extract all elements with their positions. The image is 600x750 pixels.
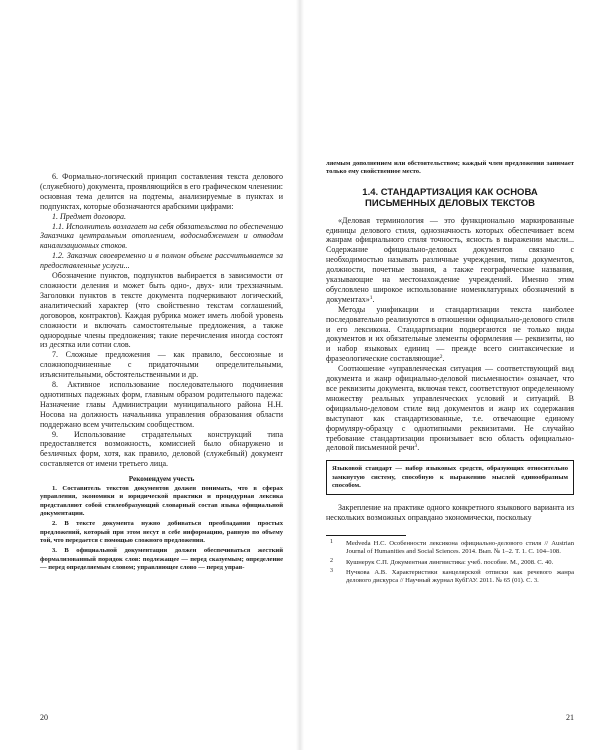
paragraph-unification: Методы унификации и стандартизации текста наиболее последовательно реализуются в отношении официально-делового стиля и его лексикона. Стандартизации подвергаются не только виды документов и их обязательные элементы оформления — реквизиты, но и набор языковых единиц — прежде всего синтаксические и фразеологические составляющие$^2$.	[326, 304, 574, 364]
paragraph-numbering: Обозначение пунктов, подпунктов выбирается в зависимости от сложности деления и может быть одно-, двух- или трехзначным. Заголовки пунктов в тексте документа подчеркивают логический, аналитический характер (что свойственно текстам соглашений, договоров, контрактов). Каждая рубрика может иметь любой уровень сложности и включать самостоятельные предложения, а также однородные члены предложения; такие перечисления иногда состоят из десятка или сотни слов.	[40, 271, 283, 350]
example-item-1: 1. Предмет договора.	[52, 211, 127, 221]
paragraph-principle-8: 8. Активное использование последовательного подчинения однотипных падежных форм, главным образом родительного падежа: Назначение главы Администрации муниципального района Н.Н. Носова на должность начальника управления образования области поддержано всем учительским сообществом.	[40, 380, 283, 429]
footnote-ref-3: 3	[414, 443, 418, 450]
footnote-2	[326, 559, 574, 567]
paragraph-principle-6: 6. Формально-логический принцип составления текста делового (служебного) документа, проявляющийся в его графическом членении: основная тема делится на подтемы, анализируемые в пунктах и подпунктах, которые обозначаются арабскими цифрами:	[40, 172, 283, 211]
unification-text: Методы унификации и стандартизации текста наиболее последовательно реализуются в отношении официально-делового стиля и его лексикона. Стандартизации подвергаются не только виды документов и их обязательные элементы оформления — реквизиты, но и набор языковых единиц — прежде всего синтаксические и фразеологические составляющие	[326, 304, 574, 364]
paragraph-after-box: Закрепление на практике одного конкретного языкового варианта из нескольких возможных оправдано экономически, поскольку	[326, 503, 574, 523]
left-page-column	[40, 172, 283, 572]
footnote-3	[326, 569, 574, 586]
right-page-column	[326, 160, 574, 588]
footnote-text: Medvedа Н.С. Особенности лексикона официально-делового стиля // Austrian Journal of Humanities and Social Sciences. 2014. Вып. № 1–2. Т. 1. С. 104–108.	[346, 540, 574, 556]
recommendation-item: 2. В тексте документа нужно добиваться преобладания простых предложений, который при этом несут в себе информацию, равную по объему той, что передается с помощью сложного предложения.	[40, 520, 283, 544]
footnote-mark: 2	[330, 557, 333, 564]
footnote-rule	[326, 535, 406, 536]
page-number-left: 20	[40, 713, 48, 722]
definition-box	[326, 460, 574, 495]
footnote-1	[326, 540, 574, 557]
quote-text: «Деловая терминология — это функционально маркированные единицы делового стиля, однозначность которых обеспечивает всем жанрам официального стиля точность, ясность в выражении мысли... Содержание официально-деловых документов связано с необходимостью называть различные учреждения, типы документов, должности, почетные звания, а также географические названия, указывающие на местонахождение учреждений. Именно этим обусловлено широкое использование номенклатурных обозначений в документах»	[326, 215, 574, 304]
footnote-text: Кушнерук С.П. Документная лингвистика: учеб. пособие. М., 2008. С. 40.	[346, 558, 554, 566]
recommendation-item: 1. Составитель текстов документов должен понимать, что в сферах управления, экономики и юридической практики и процедурная лексика представляют собой стилеобразующий словарный состав языка официальной документации.	[40, 485, 283, 518]
paragraph-principle-9: 9. Использование страдательных конструкций типа предоставляется возможность, комиссией было обнаружено и безличных форм, хотя, как правило, деловой (служебный) документ составляется от имени третьего лица.	[40, 429, 283, 469]
situation-text: Соотношение «управленческая ситуация — соответствующий вид документа и жанр официально-деловой письменности» означает, что все реквизиты документа, включая текст, соответствуют определенному множеству реальных управленческих условий и ситуаций. В официально-деловом стиле вид документов и жанр их содержания выступают как стандартизованные, т.е. отвечающие единому формуляру-образцу с однотипными реквизитами. Не случайно требование стандартизации пронизывает всю область официально-деловой письменной речи	[326, 364, 574, 453]
paragraph-principle-7: 7. Сложные предложения — как правило, бессоюзные и сложноподчиненные с придаточными определительными, изъяснительными, обстоятельственными и др.	[40, 350, 283, 380]
example-item-1-2: 1.2. Заказчик своевременно и в полном объеме рассчитывается за предоставленные услуги...	[40, 251, 283, 271]
section-heading: 1.4. СТАНДАРТИЗАЦИЯ КАК ОСНОВА ПИСЬМЕННЫХ ДЕЛОВЫХ ТЕКСТОВ	[362, 186, 538, 209]
footnote-text: Нучкова А.В. Характеристики канцелярской отписки как речевого жанра делового дискурса // Научный журнал КубГАУ. 2011. № 65 (01). С. 3.	[346, 568, 574, 585]
footnote-mark: 3	[330, 567, 333, 574]
page-number-right: 21	[566, 713, 574, 722]
definition-text: Языковой стандарт — набор языковых средств, образующих относительно замкнутую систему, способную к выражению мыслей единообразным способом.	[332, 465, 568, 489]
paragraph-terminology-quote: «Деловая терминология — это функционально маркированные единицы делового стиля, однозначность которых обеспечивает всем жанрам официального стиля точность, ясность в выражении мысли... Содержание официально-деловых документов связано с необходимостью называть различные учреждения, типы документов, должности, почетные звания, а также географические названия, указывающие на местонахождение учреждений. Именно этим обусловлено широкое использование номенклатурных обозначений в документах»$^1$.	[326, 215, 574, 304]
recommendation-continuation: ляемым дополнением или обстоятельством; каждый член предложения занимает только ему свойственное место.	[326, 160, 574, 176]
recommendation-item: 3. В официальной документации должен обеспечиваться жесткий формализованный порядок слов: подлежащее — перед сказуемым; определение — перед определяемым словом; управляющее слово — перед управ-	[40, 547, 283, 571]
footnote-mark: 1	[330, 539, 333, 546]
footnote-ref-1: 1	[369, 294, 373, 301]
paragraph-situation: Соотношение «управленческая ситуация — соответствующий вид документа и жанр официально-деловой письменности» означает, что все реквизиты документа, включая текст, соответствуют определенному множеству реальных управленческих условий и ситуаций. В официально-деловом стиле вид документов и жанр их содержания выступают как стандартизованные, т.е. отвечающие единому формуляру-образцу с однотипными реквизитами. Не случайно требование стандартизации пронизывает всю область официально-деловой письменной речи$^3$.	[326, 364, 574, 453]
footnote-ref-2: 2	[439, 354, 443, 361]
recommendations-title: Рекомендуем учесть	[128, 475, 195, 484]
example-item-1-1: 1.1. Исполнитель возлагает на себя обязательства по обеспечению Заказчика центральным отоплением, водоснабжением и отводом канализационных стоков.	[40, 221, 283, 251]
right-page	[300, 0, 600, 750]
